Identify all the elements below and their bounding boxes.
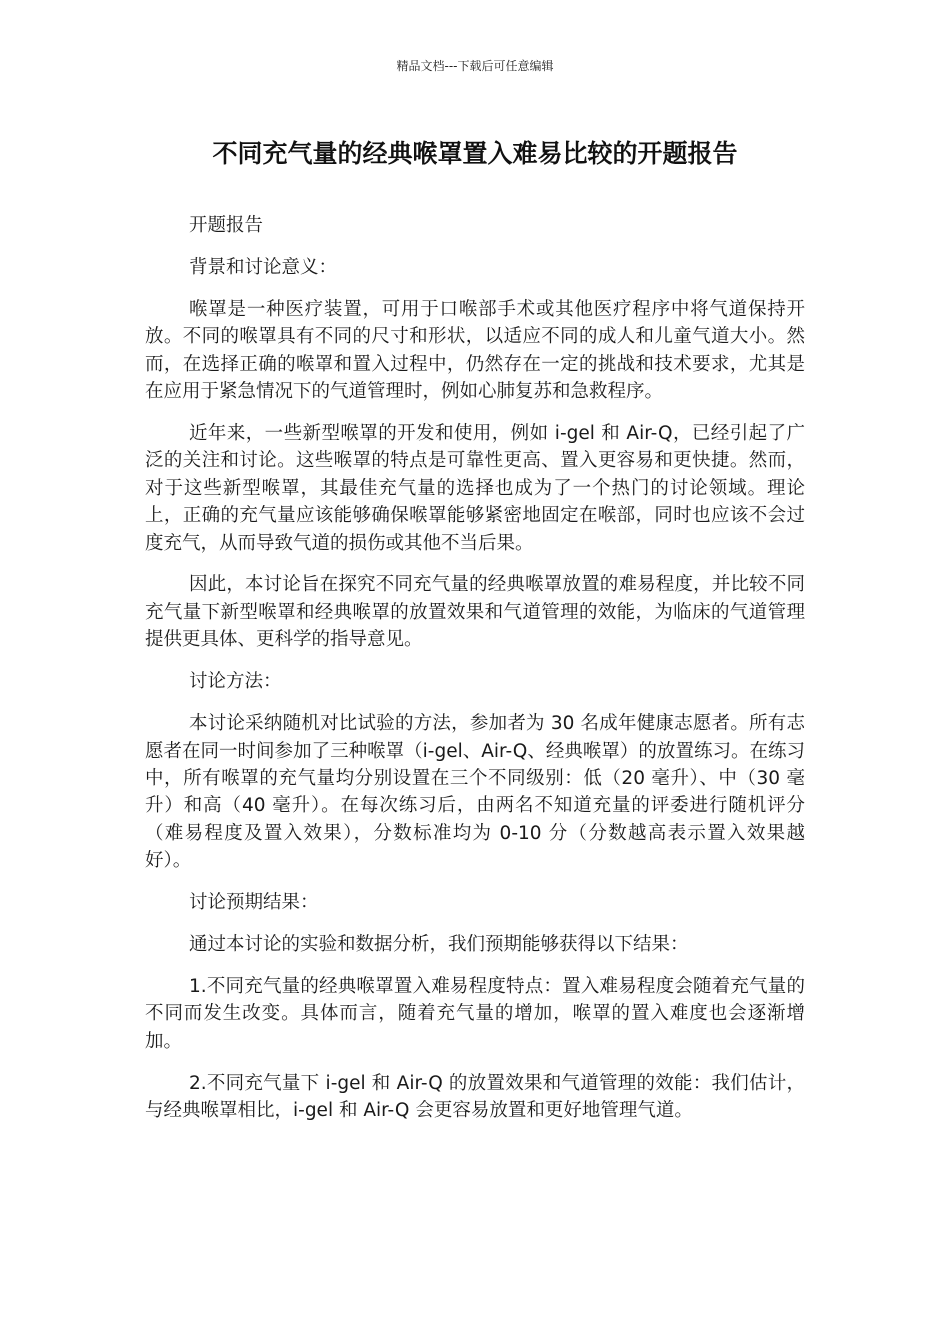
paragraph-background-2: 近年来，一些新型喉罩的开发和使用，例如 i-gel 和 Air-Q，已经引起了广泛的关注和讨论。这些喉罩的特点是可靠性更高、置入更容易和更快捷。然而，对于这些新型喉罩，其最佳充气量的选择也成为了一个热门的讨论领域。理论上，正确的充气量应该能够确保喉罩能够紧密地固定在喉部，同时也应该不会过度充气，从而导致气道的损伤或其他不当后果。	[145, 422, 805, 554]
paragraph-expected-1: 1.不同充气量的经典喉罩置入难易程度特点：置入难易程度会随着充气量的不同而发生改变。具体而言，随着充气量的增加，喉罩的置入难度也会逐渐增加。	[145, 975, 805, 1052]
paragraph-background-1: 喉罩是一种医疗装置，可用于口喉部手术或其他医疗程序中将气道保持开放。不同的喉罩具有不同的尺寸和形状，以适应不同的成人和儿童气道大小。然而，在选择正确的喉罩和置入过程中，仍然存在一定的挑战和技术要求，尤其是在应用于紧急情况下的气道管理时，例如心肺复苏和急救程序。	[145, 298, 805, 403]
paragraph-expected-intro: 通过本讨论的实验和数据分析，我们预期能够获得以下结果：	[189, 933, 689, 955]
paragraph-expected-2: 2.不同充气量下 i-gel 和 Air-Q 的放置效果和气道管理的效能：我们估计，与经典喉罩相比，i-gel 和 Air-Q 会更容易放置和更好地管理气道。	[145, 1072, 805, 1121]
paragraph-method: 本讨论采纳随机对比试验的方法，参加者为 30 名成年健康志愿者。所有志愿者在同一时间参加了三种喉罩（i-gel、Air-Q、经典喉罩）的放置练习。在练习中，所有喉罩的充气量均分别设置在三个不同级别：低（20 毫升）、中（30 毫升）和高（40 毫升）。在每次练习后，由两名不知道充量的评委进行随机评分（难易程度及置入效果），分数标准均为 0-10 分（分数越高表示置入效果越好）。	[145, 713, 805, 872]
heading-expected-results: 讨论预期结果：	[189, 892, 319, 914]
header-note: 精品文档---下载后可任意编辑	[396, 59, 554, 73]
heading-method: 讨论方法：	[189, 671, 282, 693]
paragraph-background-3: 因此，本讨论旨在探究不同充气量的经典喉罩放置的难易程度，并比较不同充气量下新型喉罩和经典喉罩的放置效果和气道管理的效能，为临床的气道管理提供更具体、更科学的指导意见。	[145, 574, 805, 651]
paragraph-report-label: 开题报告	[189, 215, 264, 236]
document-title: 不同充气量的经典喉罩置入难易比较的开题报告	[212, 139, 738, 168]
heading-background: 背景和讨论意义：	[189, 256, 338, 278]
document-body	[145, 212, 805, 1139]
